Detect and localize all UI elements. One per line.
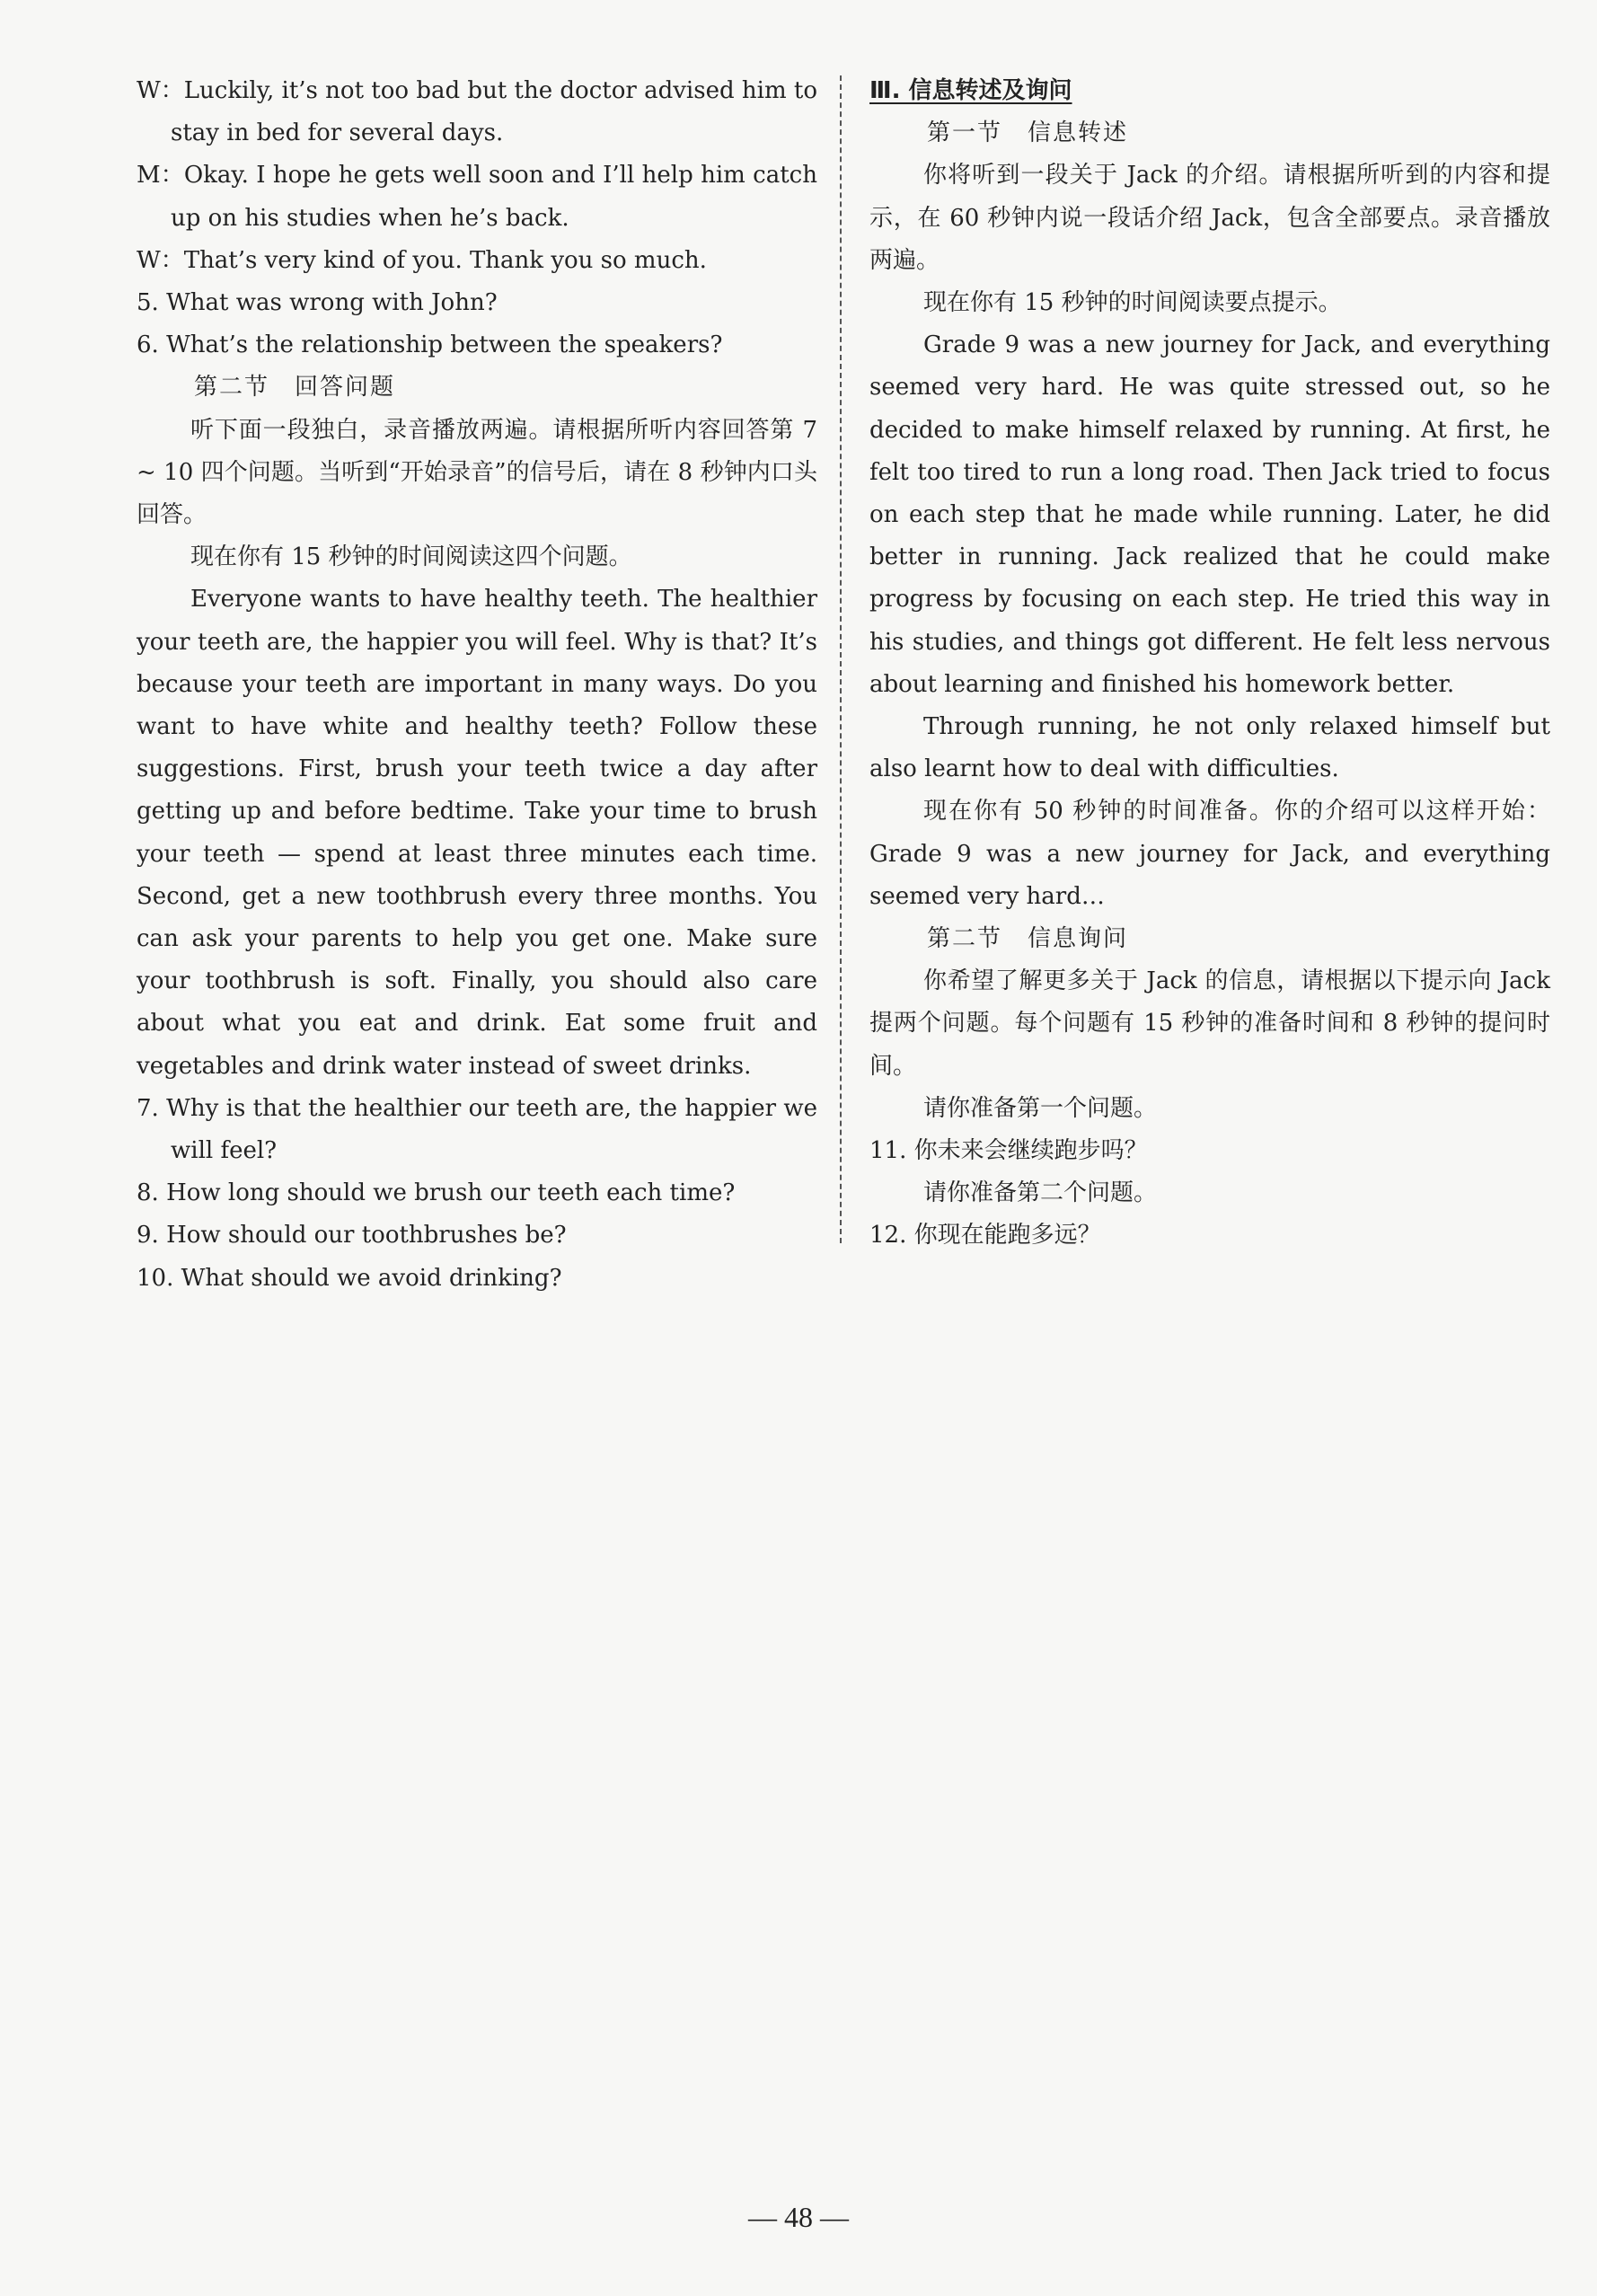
question-item: 5. What was wrong with John?	[137, 289, 498, 317]
page-number: — 48 —	[748, 2201, 849, 2233]
section-instruction: 你将听到一段关于 Jack 的介绍。请根据所听到的内容和提示，在 60 秒钟内说一段话介绍 Jack，包含全部要点。录音播放两遍。	[869, 162, 1550, 274]
column-divider	[840, 75, 842, 1243]
section-heading: 第一节 信息转述	[927, 119, 1129, 147]
question-item: 10. What should we avoid drinking?	[137, 1264, 562, 1292]
section-instruction: 你希望了解更多关于 Jack 的信息，请根据以下提示向 Jack 提两个问题。每个问题有 15 秒钟的准备时间和 8 秒钟的提问时间。	[869, 967, 1550, 1080]
listening-passage: Everyone wants to have healthy teeth. The healthier your teeth are, the happier you will feel. Why is that? It’s because your teeth are important in many ways. Do you want to have white and healthy teeth? Follow these suggestions. First, brush your teeth twice a day after getting up and before bedtime. Take your time to brush your teeth — spend at least three minutes each time. Second, get a new toothbrush every three months. You can ask your parents to help you get one. Make sure your toothbrush is soft. Finally, you should also care about what you eat and drink. Eat some fruit and vegetables and drink water instead of sweet drinks.	[137, 586, 817, 1080]
right-column	[869, 70, 1550, 1258]
section-heading: 第二节 回答问题	[194, 374, 396, 402]
left-column	[137, 70, 817, 1300]
question-item: 8. How long should we brush our teeth each time?	[137, 1179, 736, 1207]
question-item: 11. 你未来会继续跑步吗？	[869, 1137, 1148, 1165]
reading-time-note: 现在你有 15 秒钟的时间阅读要点提示。	[923, 289, 1342, 317]
dialogue-line: W：That’s very kind of you. Thank you so much.	[137, 246, 707, 274]
question-item: 12. 你现在能跑多远？	[869, 1222, 1101, 1250]
listening-passage: Through running, he not only relaxed himself but also learnt how to deal with difficulties.	[869, 713, 1550, 783]
preparation-note: 请你准备第二个问题。	[923, 1179, 1158, 1207]
part-title: Ⅲ. 信息转述及询问	[869, 77, 1072, 104]
section-instruction: 听下面一段独白，录音播放两遍。请根据所听内容回答第 7 ~ 10 四个问题。当听到“开始录音”的信号后，请在 8 秒钟内口头回答。	[137, 416, 817, 529]
preparation-note: 现在你有 50 秒钟的时间准备。你的介绍可以这样开始：Grade 9 was a new journey for Jack, and everything seemed very hard…	[869, 798, 1550, 910]
dialogue-line: W：Luckily, it’s not too bad but the doctor advised him to stay in bed for several days.	[137, 77, 817, 147]
question-item: 9. How should our toothbrushes be?	[137, 1222, 567, 1250]
reading-time-note: 现在你有 15 秒钟的时间阅读这四个问题。	[190, 543, 632, 571]
section-heading: 第二节 信息询问	[927, 925, 1129, 953]
listening-passage: Grade 9 was a new journey for Jack, and everything seemed very hard. He was quite stressed out, so he decided to make himself relaxed by running. At first, he felt too tired to run a long road. Then Jack tried to focus on each step that he made while running. Later, he did better in running. Jack realized that he could make progress by focusing on each step. He tried this way in his studies, and things got different. He felt less nervous about learning and finished his homework better.	[869, 331, 1550, 698]
preparation-note: 请你准备第一个问题。	[923, 1094, 1158, 1122]
dialogue-line: M：Okay. I hope he gets well soon and I’ll help him catch up on his studies when he’s back.	[137, 162, 817, 232]
question-item: 6. What’s the relationship between the speakers?	[137, 331, 723, 359]
question-item: 7. Why is that the healthier our teeth are, the happier we will feel?	[137, 1094, 817, 1165]
